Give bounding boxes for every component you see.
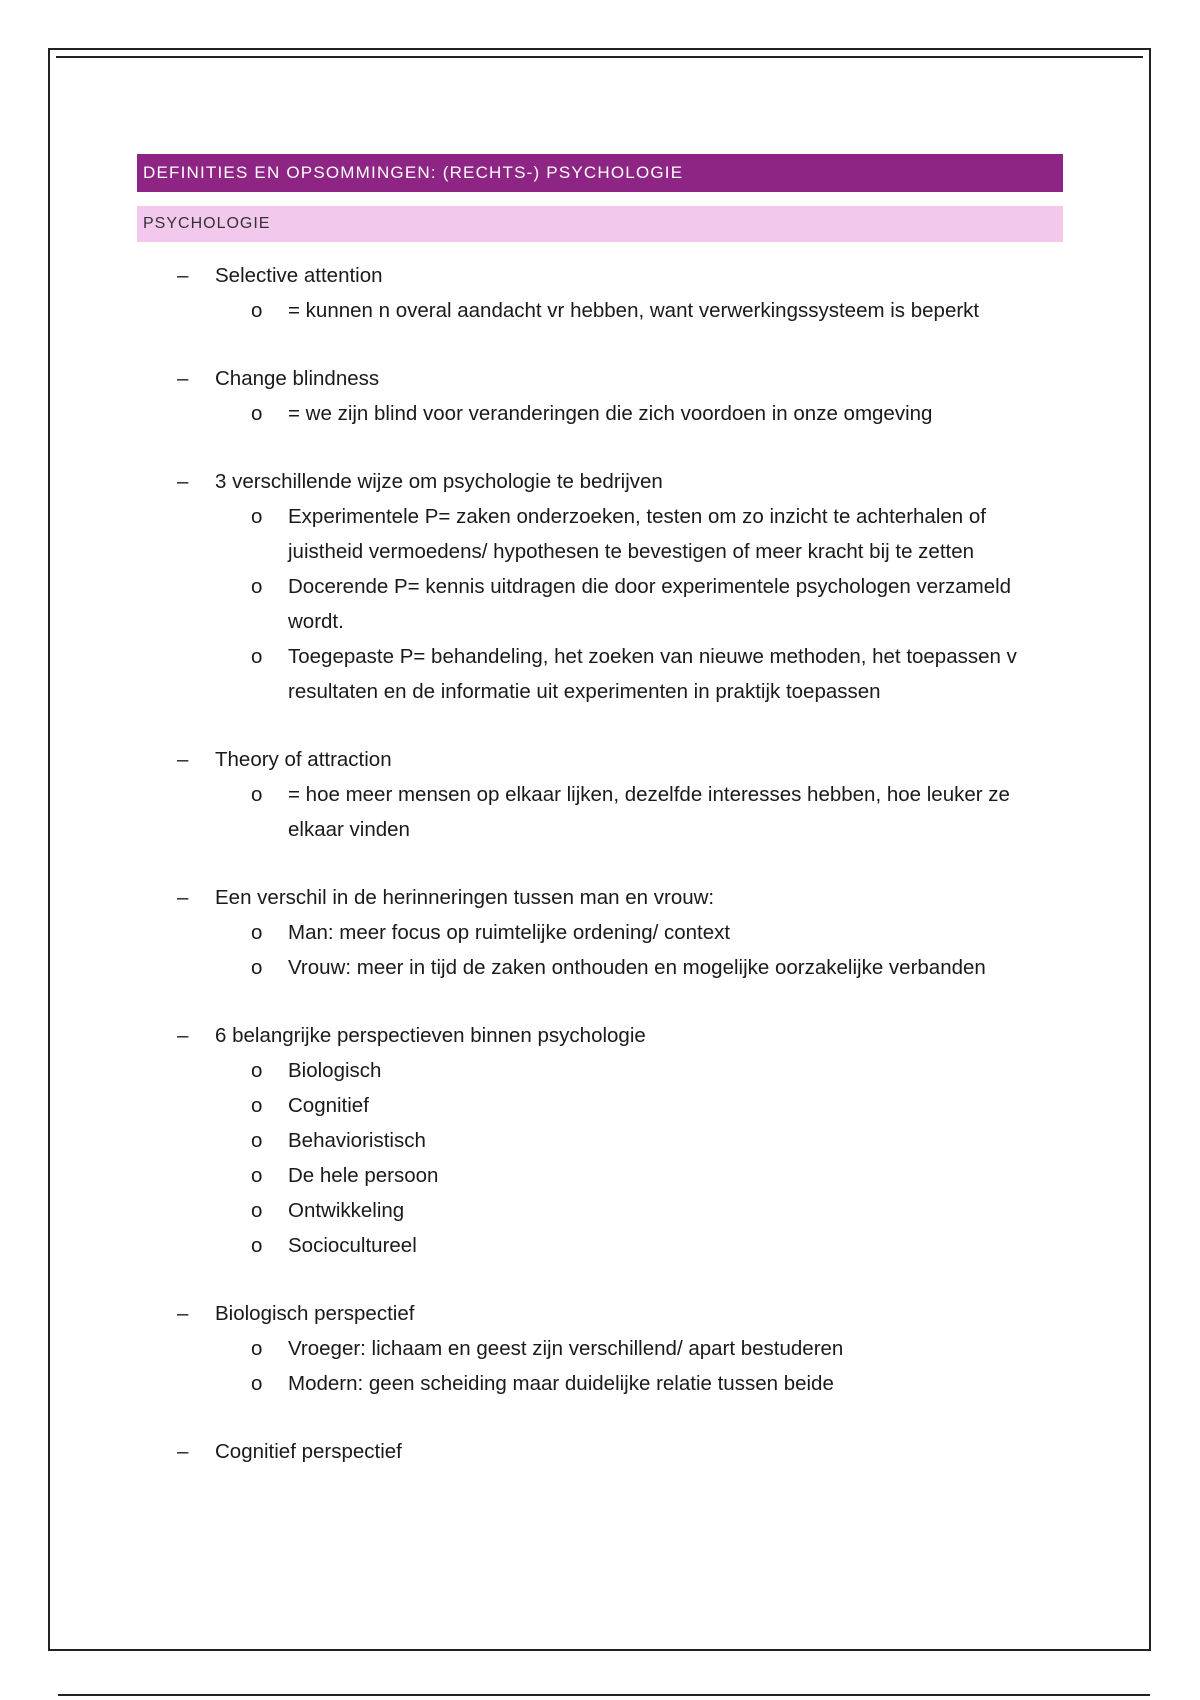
sub-list-item — [215, 1193, 1063, 1228]
circle-bullet-icon: o — [251, 299, 263, 322]
sub-item-text: = hoe meer mensen op elkaar lijken, dezelfde interesses hebben, hoe leuker ze elkaar vinden — [288, 783, 1010, 841]
sub-item-text: = we zijn blind voor veranderingen die zich voordoen in onze omgeving — [288, 402, 933, 425]
list-item — [137, 1296, 1063, 1401]
sub-item-text: De hele persoon — [288, 1164, 439, 1187]
sub-item-text: Vrouw: meer in tijd de zaken onthouden en mogelijke oorzakelijke verbanden — [288, 956, 986, 979]
circle-bullet-icon: o — [251, 783, 263, 806]
item-title: Selective attention — [215, 264, 383, 287]
sub-item-text: Experimentele P= zaken onderzoeken, testen om zo inzicht te achterhalen of juistheid vermoedens/ hypothesen te bevestigen of meer kracht bij te zetten — [288, 505, 986, 563]
sub-list — [215, 915, 1063, 985]
sub-list — [215, 293, 1063, 328]
item-title: Change blindness — [215, 367, 380, 390]
circle-bullet-icon: o — [251, 1337, 263, 1360]
section-heading: DEFINITIES EN OPSOMMINGEN: (RECHTS-) PSYCHOLOGIE — [137, 154, 1063, 192]
sub-list-item — [215, 293, 1063, 328]
sub-list — [215, 777, 1063, 847]
sub-list-item — [215, 1366, 1063, 1401]
sub-list-item — [215, 639, 1063, 709]
sub-list-item — [215, 569, 1063, 639]
sub-list-item — [215, 950, 1063, 985]
sub-list — [215, 1331, 1063, 1401]
sub-item-text: = kunnen n overal aandacht vr hebben, want verwerkingssysteem is beperkt — [288, 299, 980, 322]
item-title: Biologisch perspectief — [215, 1302, 415, 1325]
circle-bullet-icon: o — [251, 1199, 263, 1222]
list-item — [137, 880, 1063, 985]
sub-list-item — [215, 1331, 1063, 1366]
sub-item-text: Sociocultureel — [288, 1234, 417, 1257]
sub-list-item — [215, 499, 1063, 569]
sub-list — [215, 396, 1063, 431]
sub-item-text: Man: meer focus op ruimtelijke ordening/ context — [288, 921, 731, 944]
sub-item-text: Ontwikkeling — [288, 1199, 405, 1222]
dash-bullet-icon: – — [177, 1024, 189, 1047]
sub-list — [215, 1053, 1063, 1263]
circle-bullet-icon: o — [251, 921, 263, 944]
sub-list-item — [215, 1123, 1063, 1158]
dash-bullet-icon: – — [177, 1440, 189, 1463]
dash-bullet-icon: – — [177, 1302, 189, 1325]
list-item — [137, 1018, 1063, 1263]
definition-list — [137, 258, 1063, 1469]
circle-bullet-icon: o — [251, 1234, 263, 1257]
page-bottom-rule — [58, 1694, 1150, 1696]
sub-item-text: Toegepaste P= behandeling, het zoeken van nieuwe methoden, het toepassen v resultaten en de informatie uit experimenten in praktijk toepassen — [288, 645, 1017, 703]
dash-bullet-icon: – — [177, 367, 189, 390]
sub-list-item — [215, 396, 1063, 431]
sub-list-item — [215, 1158, 1063, 1193]
sub-item-text: Vroeger: lichaam en geest zijn verschillend/ apart bestuderen — [288, 1337, 844, 1360]
circle-bullet-icon: o — [251, 505, 263, 528]
sub-list-item — [215, 777, 1063, 847]
sub-item-text: Behavioristisch — [288, 1129, 426, 1152]
sub-list-item — [215, 1053, 1063, 1088]
circle-bullet-icon: o — [251, 956, 263, 979]
list-item — [137, 742, 1063, 847]
sub-list — [215, 499, 1063, 709]
dash-bullet-icon: – — [177, 264, 189, 287]
item-title: Een verschil in de herinneringen tussen man en vrouw: — [215, 886, 715, 909]
circle-bullet-icon: o — [251, 402, 263, 425]
item-title: Theory of attraction — [215, 748, 392, 771]
sub-list-item — [215, 1088, 1063, 1123]
item-title: 3 verschillende wijze om psychologie te bedrijven — [215, 470, 663, 493]
circle-bullet-icon: o — [251, 1094, 263, 1117]
sub-list-item — [215, 915, 1063, 950]
circle-bullet-icon: o — [251, 575, 263, 598]
item-title: 6 belangrijke perspectieven binnen psychologie — [215, 1024, 646, 1047]
circle-bullet-icon: o — [251, 645, 263, 668]
sub-item-text: Docerende P= kennis uitdragen die door experimentele psychologen verzameld wordt. — [288, 575, 1012, 633]
circle-bullet-icon: o — [251, 1129, 263, 1152]
list-item — [137, 361, 1063, 431]
list-item — [137, 258, 1063, 328]
item-title: Cognitief perspectief — [215, 1440, 402, 1463]
sub-list-item — [215, 1228, 1063, 1263]
dash-bullet-icon: – — [177, 886, 189, 909]
sub-item-text: Biologisch — [288, 1059, 382, 1082]
document-body — [137, 154, 1063, 1502]
dash-bullet-icon: – — [177, 470, 189, 493]
circle-bullet-icon: o — [251, 1372, 263, 1395]
list-item — [137, 464, 1063, 709]
sub-item-text: Cognitief — [288, 1094, 369, 1117]
circle-bullet-icon: o — [251, 1059, 263, 1082]
circle-bullet-icon: o — [251, 1164, 263, 1187]
list-item — [137, 1434, 1063, 1469]
sub-heading: PSYCHOLOGIE — [137, 206, 1063, 242]
dash-bullet-icon: – — [177, 748, 189, 771]
sub-item-text: Modern: geen scheiding maar duidelijke relatie tussen beide — [288, 1372, 834, 1395]
